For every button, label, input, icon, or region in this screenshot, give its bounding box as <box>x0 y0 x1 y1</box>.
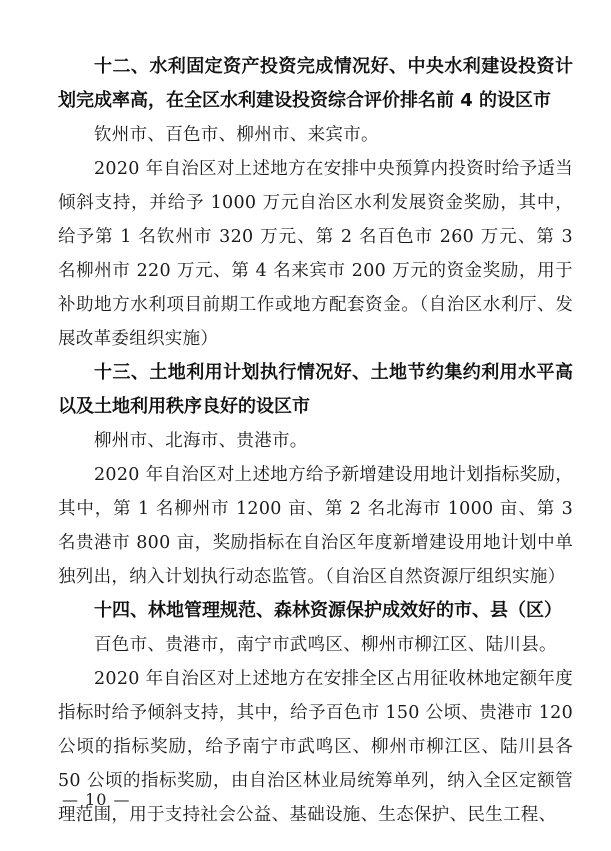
document-body <box>58 50 573 832</box>
section-14-details: 2020 年自治区对上述地方在安排全区占用征收林地定额年度指标时给予倾斜支持，其中，给予百色市 150 公顷、贵港市 120 公顷的指标奖励，给予南宁市武鸣区、柳州市柳江区、陆川县各 50 公顷的指标奖励，由自治区林业局统筹单列，纳入全区定额管理范围，用于支持社会公益、基础设施、生态保护、民生工程、 <box>58 669 573 825</box>
section-12-details: 2020 年自治区对上述地方在安排中央预算内投资时给予适当倾斜支持，并给予 1000 万元自治区水利发展资金奖励，其中，给予第 1 名钦州市 320 万元、第 2 名百色市 260 万元、第 3 名柳州市 220 万元、第 4 名来宾市 200 万元的资金奖励，用于补助地方水利项目前期工作或地方配套资金。（自治区水利厅、发展改革委组织实施） <box>58 159 573 349</box>
section-12-heading: 十二、水利固定资产投资完成情况好、中央水利建设投资计划完成率高，在全区水利建设投资综合评价排名前 4 的设区市 <box>58 56 573 111</box>
section-13-heading: 十三、土地利用计划执行情况好、土地节约集约利用水平高以及土地利用秩序良好的设区市 <box>58 362 573 417</box>
section-14-heading: 十四、林地管理规范、森林资源保护成效好的市、县（区） <box>94 600 562 621</box>
section-14-cities: 百色市、贵港市，南宁市武鸣区、柳州市柳江区、陆川县。 <box>94 635 557 655</box>
page-number: — 10 — <box>62 790 131 809</box>
section-13-details: 2020 年自治区对上述地方给予新增建设用地计划指标奖励，其中，第 1 名柳州市 1200 亩、第 2 名北海市 1000 亩、第 3 名贵港市 800 亩，奖励指标在自治区年度新增建设用地计划中单独列出，纳入计划执行动态监管。（自治区自然资源厅组织实施） <box>58 465 573 587</box>
section-13-cities: 柳州市、北海市、贵港市。 <box>94 431 308 451</box>
section-12-cities: 钦州市、百色市、柳州市、来宾市。 <box>94 125 379 145</box>
